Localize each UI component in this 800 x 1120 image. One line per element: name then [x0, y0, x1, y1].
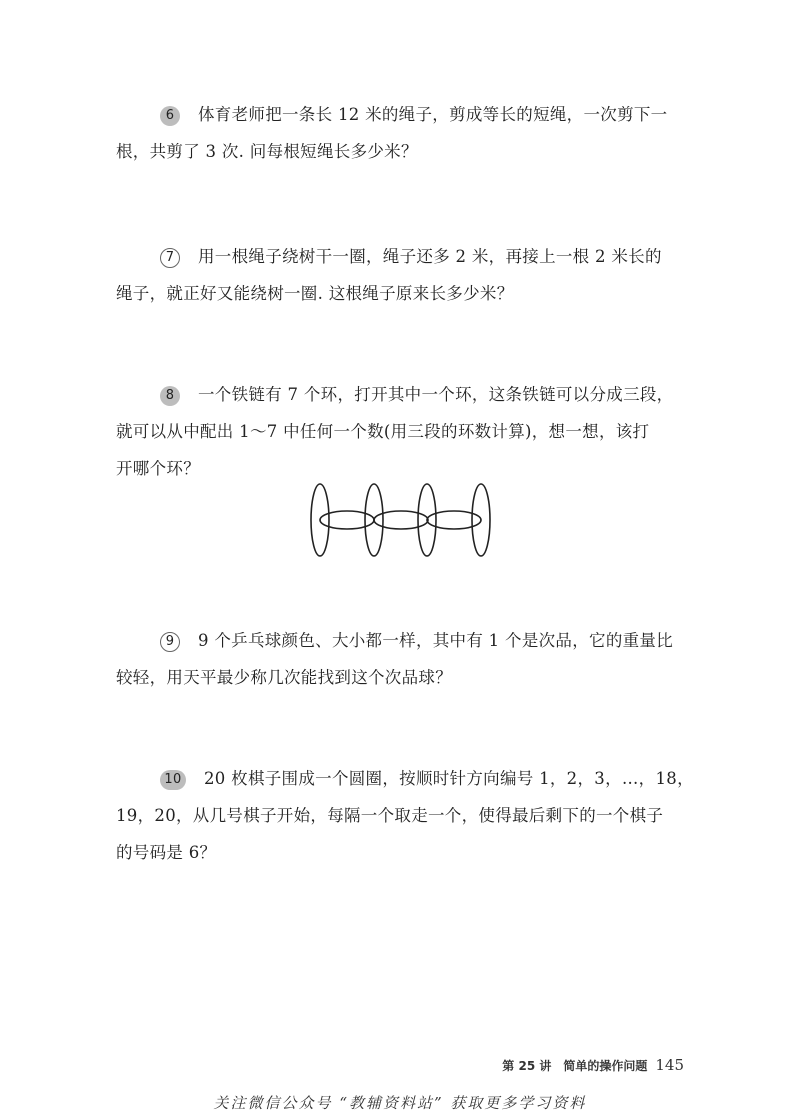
problem-text: 开哪个环？ — [116, 459, 200, 478]
problem-text: 体育老师把一条长 12 米的绳子，剪成等长的短绳，一次剪下一 — [198, 105, 668, 124]
page-footer — [502, 1056, 684, 1074]
problem-line — [116, 376, 696, 413]
problem-text: 用一根绳子绕树干一圈，绳子还多 2 米，再接上一根 2 米长的 — [198, 247, 662, 266]
problem-text: 就可以从中配出 1～7 中任何一个数(用三段的环数计算)，想一想，该打 — [116, 422, 650, 441]
problem-text: 的号码是 6？ — [116, 843, 217, 862]
problem-line — [116, 275, 696, 312]
watermark-text: 关注微信公众号 “教辅资料站” 获取更多学习资料 — [213, 1094, 587, 1112]
problem-8 — [116, 376, 696, 487]
problem-line — [116, 96, 696, 133]
problem-text: 绳子，就正好又能绕树一圈. 这根绳子原来长多少米？ — [116, 284, 514, 303]
problem-9 — [116, 622, 696, 696]
problem-number-badge: 6 — [160, 106, 180, 126]
problem-line — [116, 622, 696, 659]
problem-10 — [116, 760, 696, 871]
problem-text: 根，共剪了 3 次. 问每根短绳长多少米？ — [116, 142, 418, 161]
problem-number-badge: 9 — [160, 632, 180, 652]
page-number: 145 — [655, 1056, 684, 1074]
chain-link-horizontal — [374, 511, 428, 529]
problem-text: 较轻，用天平最少称几次能找到这个次品球？ — [116, 668, 452, 687]
problem-text: 19，20，从几号棋子开始，每隔一个取走一个，使得最后剩下的一个棋子 — [116, 806, 664, 825]
problem-line — [116, 238, 696, 275]
chapter-title: 第 25 讲 简单的操作问题 — [502, 1059, 648, 1073]
problem-line — [116, 797, 696, 834]
problem-line — [116, 133, 696, 170]
problem-6 — [116, 96, 696, 170]
problem-number-badge: 8 — [160, 386, 180, 406]
problem-number-badge: 10 — [160, 770, 186, 790]
problem-line — [116, 760, 696, 797]
iron-chain-illustration — [306, 480, 496, 560]
problem-text: 9 个乒乓球颜色、大小都一样，其中有 1 个是次品，它的重量比 — [198, 631, 674, 650]
problem-line — [116, 834, 696, 871]
problem-line — [116, 413, 696, 450]
problem-text: 一个铁链有 7 个环，打开其中一个环，这条铁链可以分成三段， — [198, 385, 674, 404]
problem-text: 20 枚棋子围成一个圆圈，按顺时针方向编号 1，2，3，…，18， — [204, 769, 694, 788]
problem-7 — [116, 238, 696, 312]
problem-number-badge: 7 — [160, 248, 180, 268]
problem-line — [116, 659, 696, 696]
